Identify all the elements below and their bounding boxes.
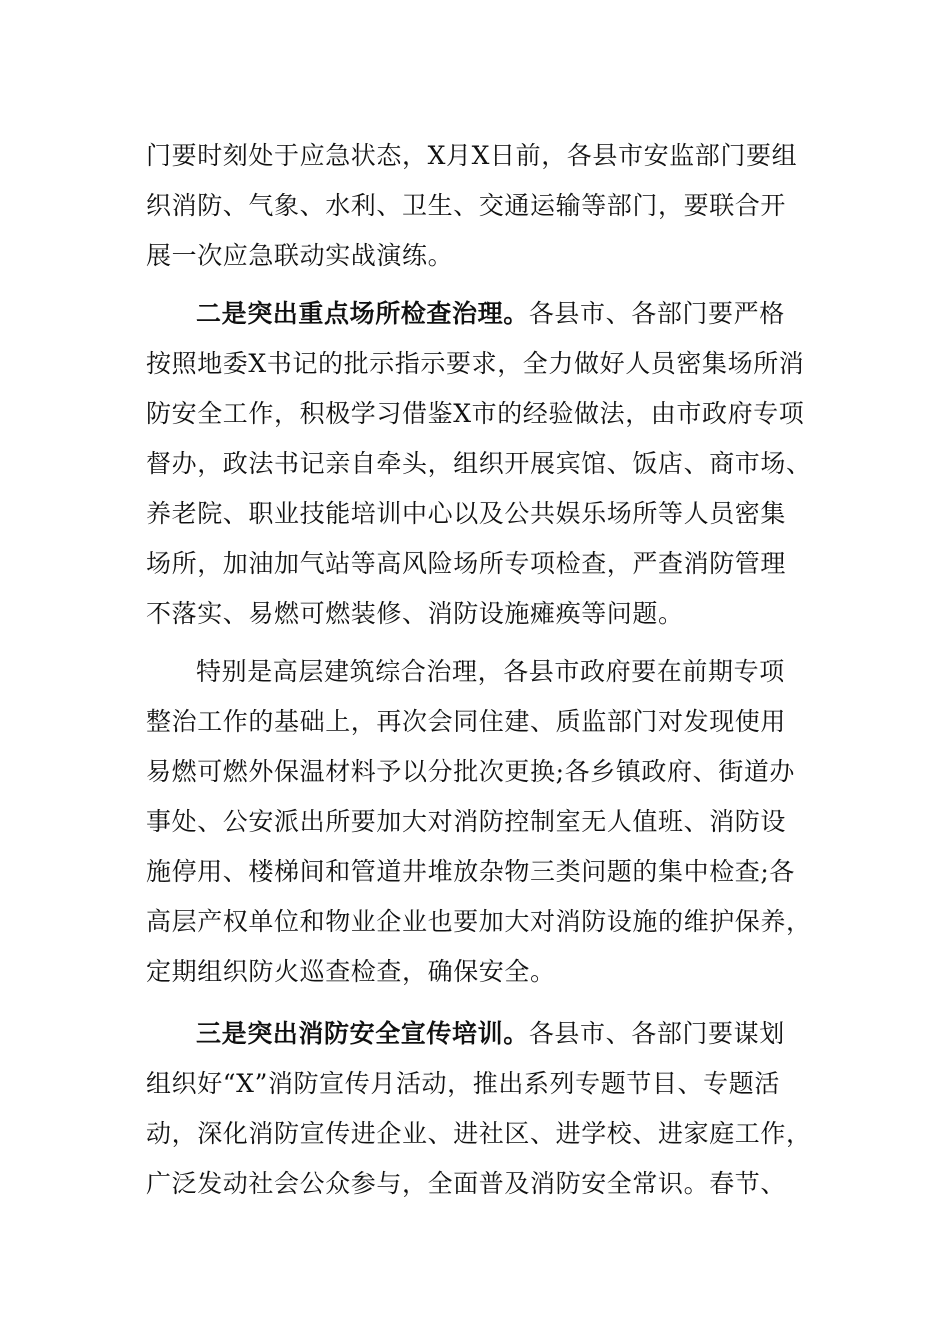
- text-line: 养老院、职业技能培训中心以及公共娱乐场所等人员密集: [146, 499, 787, 528]
- text-line: 定期组织防火巡查检查，确保安全。: [146, 957, 556, 986]
- paragraph-first-line: [196, 1009, 806, 1059]
- text-span: 各县市、各部门要严格: [528, 299, 785, 328]
- section-heading: 三是突出消防安全宣传培训。: [196, 1019, 529, 1048]
- section-heading: 二是突出重点场所检查治理。: [196, 299, 529, 328]
- text-line: 防安全工作，积极学习借鉴X市的经验做法，由市政府专项: [146, 399, 805, 428]
- paragraph-first-line: [196, 289, 806, 339]
- text-line: 整治工作的基础上，再次会同住建、质监部门对发现使用: [146, 707, 787, 736]
- text-line: 场所，加油加气站等高风险场所专项检查，严查消防管理: [146, 549, 787, 578]
- text-line: 不落实、易燃可燃装修、消防设施瘫痪等问题。: [146, 599, 684, 628]
- text-line: 动，深化消防宣传进企业、进社区、进学校、进家庭工作，: [146, 1119, 812, 1148]
- text-line: 施停用、楼梯间和管道井堆放杂物三类问题的集中检查;各: [146, 857, 796, 886]
- text-line: 高层产权单位和物业企业也要加大对消防设施的维护保养，: [146, 907, 812, 936]
- text-span: 各县市、各部门要谋划: [528, 1019, 785, 1048]
- text-line: 易燃可燃外保温材料予以分批次更换;各乡镇政府、街道办: [146, 757, 796, 786]
- text-line: 事处、公安派出所要加大对消防控制室无人值班、消防设: [146, 807, 787, 836]
- text-line: 按照地委X书记的批示指示要求，全力做好人员密集场所消: [146, 349, 805, 378]
- paragraph-first-line: 特别是高层建筑综合治理，各县市政府要在前期专项: [196, 657, 785, 686]
- text-line: 组织好“X”消防宣传月活动，推出系列专题节目、专题活: [146, 1069, 780, 1098]
- text-line: 织消防、气象、水利、卫生、交通运输等部门，要联合开: [146, 191, 787, 220]
- text-line: 展一次应急联动实战演练。: [146, 241, 454, 270]
- text-line: 门要时刻处于应急状态，X月X日前，各县市安监部门要组: [146, 141, 798, 170]
- text-line: 督办，政法书记亲自牵头，组织开展宾馆、饭店、商市场、: [146, 449, 812, 478]
- text-line: 广泛发动社会公众参与，全面普及消防安全常识。春节、: [146, 1169, 787, 1198]
